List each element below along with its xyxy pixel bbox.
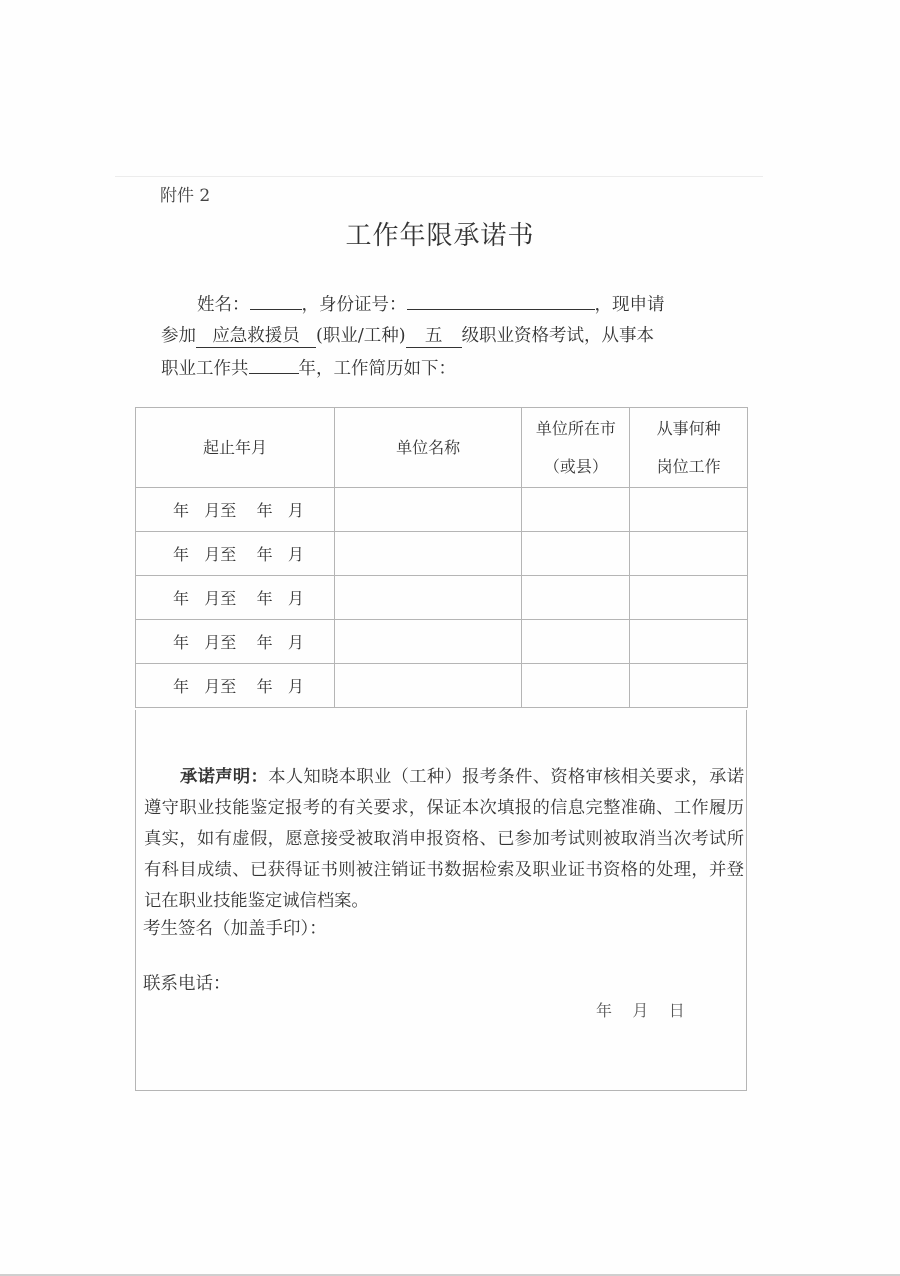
- city-cell[interactable]: [522, 664, 630, 708]
- company-cell[interactable]: [334, 664, 522, 708]
- statement-body: 本人知晓本职业（工种）报考条件、资格审核相关要求，承诺遵守职业技能鉴定报考的有关要求，保证本次填报的信息完整准确、工作履历真实，如有虚假，愿意接受被取消申报资格、已参加考试则被取消当次考试所有科目成绩、已获得证书则被注销证书数据检索及职业证书资格的处理，并登记在职业技能鉴定诚信档案。: [144, 767, 744, 911]
- period-cell[interactable]: 年 月至 年 月: [136, 532, 335, 576]
- apply-suffix: ，现申请: [594, 295, 665, 315]
- header-position-line1: 从事何种: [656, 418, 721, 438]
- city-cell[interactable]: [522, 576, 630, 620]
- position-cell[interactable]: [630, 620, 748, 664]
- years-field[interactable]: [249, 352, 299, 374]
- table-header-row: [136, 408, 748, 488]
- header-city-line2: （或县）: [543, 456, 608, 476]
- occupation-field[interactable]: 应急救援员: [196, 326, 316, 348]
- commitment-statement: [144, 762, 744, 917]
- header-period-label: 起止年月: [202, 437, 267, 457]
- intro-paragraph: [161, 288, 741, 385]
- company-cell[interactable]: [334, 576, 522, 620]
- intro-line-1: [161, 288, 741, 321]
- phone-label[interactable]: 联系电话：: [143, 974, 231, 994]
- header-position: [630, 408, 748, 488]
- apply-prefix: 参加: [161, 326, 196, 346]
- city-cell[interactable]: [522, 488, 630, 532]
- position-cell[interactable]: [630, 532, 748, 576]
- attachment-label: 附件 2: [160, 186, 211, 206]
- company-cell[interactable]: [334, 488, 522, 532]
- header-company: [334, 408, 522, 488]
- header-city: [522, 408, 630, 488]
- years-suffix: 年，工作简历如下：: [298, 359, 456, 379]
- header-company-label: 单位名称: [396, 437, 461, 457]
- signature-label[interactable]: 考生签名（加盖手印）：: [143, 919, 327, 939]
- position-cell[interactable]: [630, 664, 748, 708]
- level-suffix: 级职业资格考试，从事本: [461, 326, 655, 346]
- position-cell[interactable]: [630, 488, 748, 532]
- intro-line-2: [161, 321, 741, 352]
- commitment-statement-box: [135, 710, 747, 1091]
- city-cell[interactable]: [522, 532, 630, 576]
- company-cell[interactable]: [334, 532, 522, 576]
- years-prefix: 职业工作共: [161, 359, 249, 379]
- table-row: [136, 576, 748, 620]
- work-history-table: [135, 407, 748, 708]
- header-period: [136, 408, 335, 488]
- intro-line-3: [161, 352, 741, 385]
- document-title: 工作年限承诺书: [345, 221, 535, 251]
- period-cell[interactable]: 年 月至 年 月: [136, 664, 335, 708]
- page-top-divider: [115, 176, 763, 177]
- id-number-field[interactable]: [407, 288, 595, 310]
- table-row: [136, 532, 748, 576]
- period-cell[interactable]: 年 月至 年 月: [136, 488, 335, 532]
- period-cell[interactable]: 年 月至 年 月: [136, 576, 335, 620]
- name-label: 姓名：: [197, 295, 250, 315]
- name-field[interactable]: [250, 288, 302, 310]
- company-cell[interactable]: [334, 620, 522, 664]
- level-field[interactable]: 五: [406, 326, 462, 348]
- signature-date[interactable]: 年 月 日: [596, 1001, 685, 1020]
- occupation-label: (职业/工种): [316, 326, 406, 346]
- id-label: ，身份证号：: [301, 295, 407, 315]
- table-row: [136, 488, 748, 532]
- table-row: [136, 620, 748, 664]
- city-cell[interactable]: [522, 620, 630, 664]
- statement-lead: 承诺声明：: [180, 767, 269, 787]
- header-city-line1: 单位所在市: [535, 418, 616, 438]
- period-cell[interactable]: 年 月至 年 月: [136, 620, 335, 664]
- table-row: [136, 664, 748, 708]
- position-cell[interactable]: [630, 576, 748, 620]
- header-position-line2: 岗位工作: [656, 456, 721, 476]
